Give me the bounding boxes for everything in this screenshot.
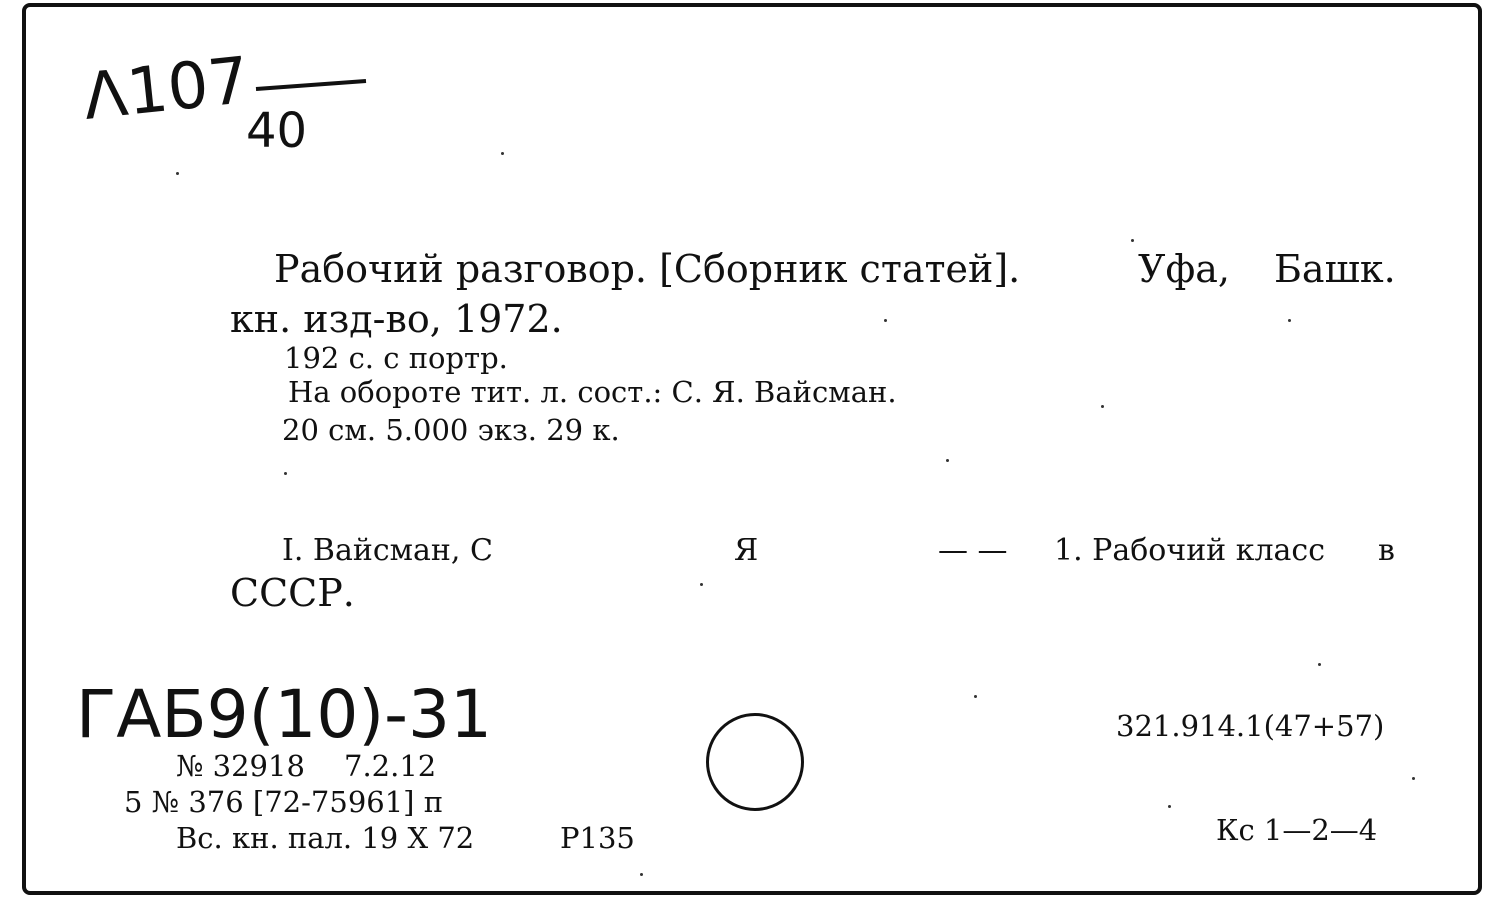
subject-tracing-in: в [1378, 533, 1395, 568]
shelfmark-top: Λ107 [79, 43, 253, 135]
catalog-card [22, 3, 1482, 895]
classification-text: ГАБ9(10)-31 [76, 676, 492, 753]
card-code: Кс 1—2—4 [1216, 813, 1378, 847]
book-chamber-code: P135 [560, 821, 635, 855]
fraction-line [256, 81, 366, 89]
author-tracing-initial: Я [734, 533, 759, 568]
compiler-note: На обороте тит. л. сост.: С. Я. Вайсман. [288, 375, 897, 409]
pages-info: 192 с. с портр. [284, 341, 508, 375]
size-print-price: 20 см. 5.000 экз. 29 к. [282, 413, 620, 447]
record-code: 7.2.12 [344, 749, 437, 783]
publisher-line: кн. изд-во, 1972. [230, 297, 563, 341]
title-line: Рабочий разговор. [Сборник статей]. [274, 247, 1021, 291]
punch-hole-icon [706, 713, 804, 811]
publisher-start: Башк. [1274, 247, 1396, 291]
book-chamber: Вс. кн. пал. 19 X 72 [176, 821, 475, 855]
record-number: № 32918 [176, 749, 305, 783]
author-tracing: I. Вайсман, С [282, 533, 493, 568]
handwritten-classification [76, 647, 516, 757]
place-of-publication: Уфа, [1138, 247, 1230, 291]
subject-tracing-cont: СССР. [230, 571, 355, 615]
udc-index: 321.914.1(47+57) [1116, 709, 1385, 743]
order-number: 5 № 376 [72-75961] п [124, 785, 444, 819]
tracing-dashes: — — [938, 533, 1008, 568]
handwritten-shelfmark [76, 43, 406, 159]
shelfmark-fraction: 40 [246, 103, 308, 159]
subject-tracing: 1. Рабочий класс [1054, 533, 1326, 568]
